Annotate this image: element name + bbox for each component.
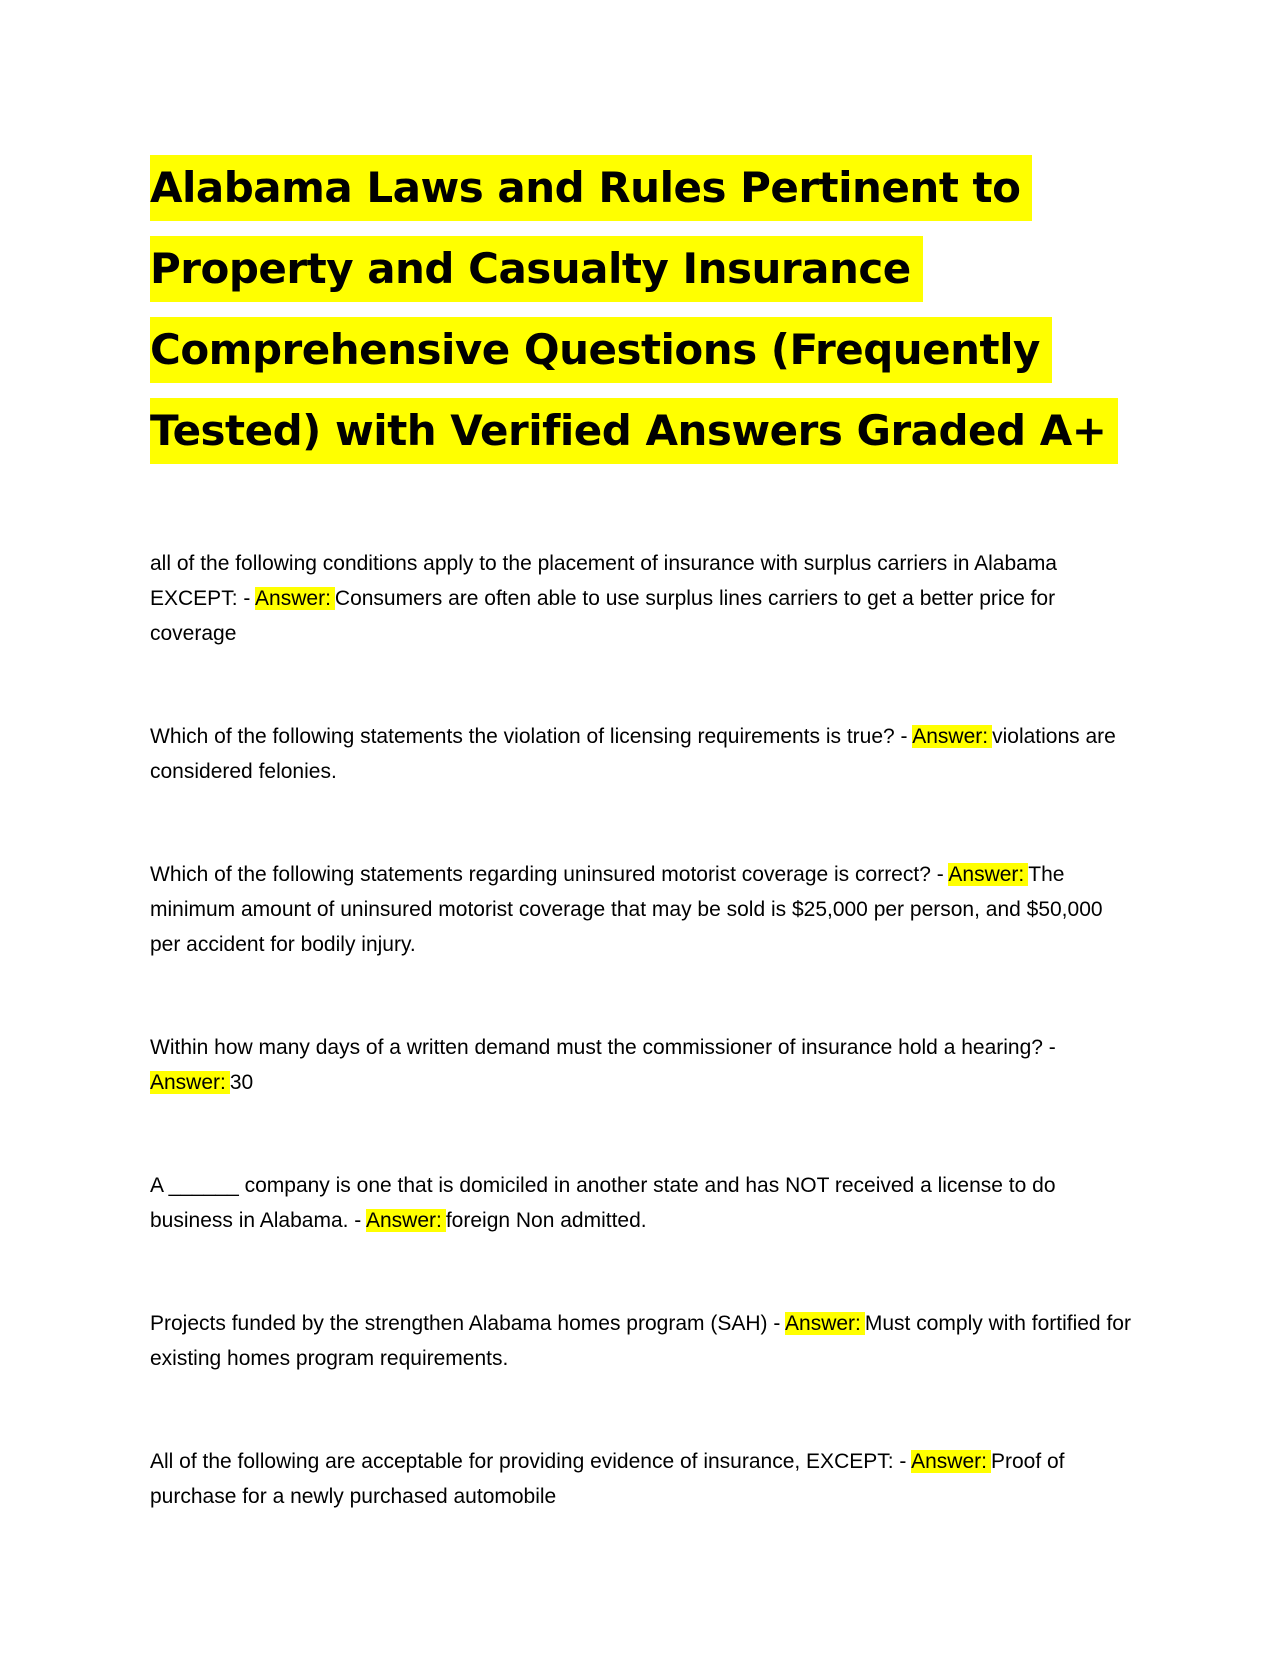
question-text: all of the following conditions apply to the placement of insurance with surplus carriers in Alabama EXCEPT: - [150, 552, 1057, 610]
title-line: Alabama Laws and Rules Pertinent to [150, 155, 1032, 221]
qa-item [150, 1444, 1135, 1514]
question-text: A ______ company is one that is domiciled in another state and has NOT received a license to do business in Alabama. - [150, 1174, 1056, 1232]
answer-text: Proof of purchase for a newly purchased automobile [150, 1450, 1065, 1508]
question-text: Projects funded by the strengthen Alabama homes program (SAH) - [150, 1312, 781, 1335]
title-line: Property and Casualty Insurance [150, 236, 923, 302]
question-text: Which of the following statements regarding uninsured motorist coverage is correct? - [150, 863, 944, 886]
answer-text: The minimum amount of uninsured motorist coverage that may be sold is $25,000 per person, and $50,000 per accident for bodily injury. [150, 863, 1103, 956]
answer-label: Answer: [912, 725, 992, 748]
answer-text: Consumers are often able to use surplus lines carriers to get a better price for coverage [150, 587, 1056, 645]
answer-label: Answer: [255, 587, 335, 610]
qa-item [150, 546, 1135, 651]
answer-text: Must comply with fortified for existing homes program requirements. [150, 1312, 1131, 1370]
question-text: Which of the following statements the violation of licensing requirements is true? - [150, 725, 908, 748]
qa-item [150, 719, 1135, 789]
answer-text: foreign Non admitted. [445, 1209, 647, 1232]
question-text: All of the following are acceptable for providing evidence of insurance, EXCEPT: - [150, 1450, 907, 1473]
answer-text: violations are considered felonies. [150, 725, 1116, 783]
title-line: Comprehensive Questions (Frequently [150, 317, 1052, 383]
document-page [150, 150, 1135, 1582]
answer-label: Answer: [150, 1071, 230, 1094]
answer-label: Answer: [948, 863, 1028, 886]
qa-item [150, 1030, 1135, 1100]
answer-text: 30 [229, 1071, 254, 1094]
answer-label: Answer: [785, 1312, 865, 1335]
qa-item [150, 1306, 1135, 1376]
question-text: Within how many days of a written demand must the commissioner of insurance hold a hearing? - [150, 1036, 1056, 1059]
qa-item [150, 857, 1135, 962]
answer-label: Answer: [911, 1450, 991, 1473]
document-title [150, 150, 1135, 474]
title-line: Tested) with Verified Answers Graded A+ [150, 398, 1118, 464]
qa-list [150, 546, 1135, 1514]
qa-item [150, 1168, 1135, 1238]
answer-label: Answer: [366, 1209, 446, 1232]
